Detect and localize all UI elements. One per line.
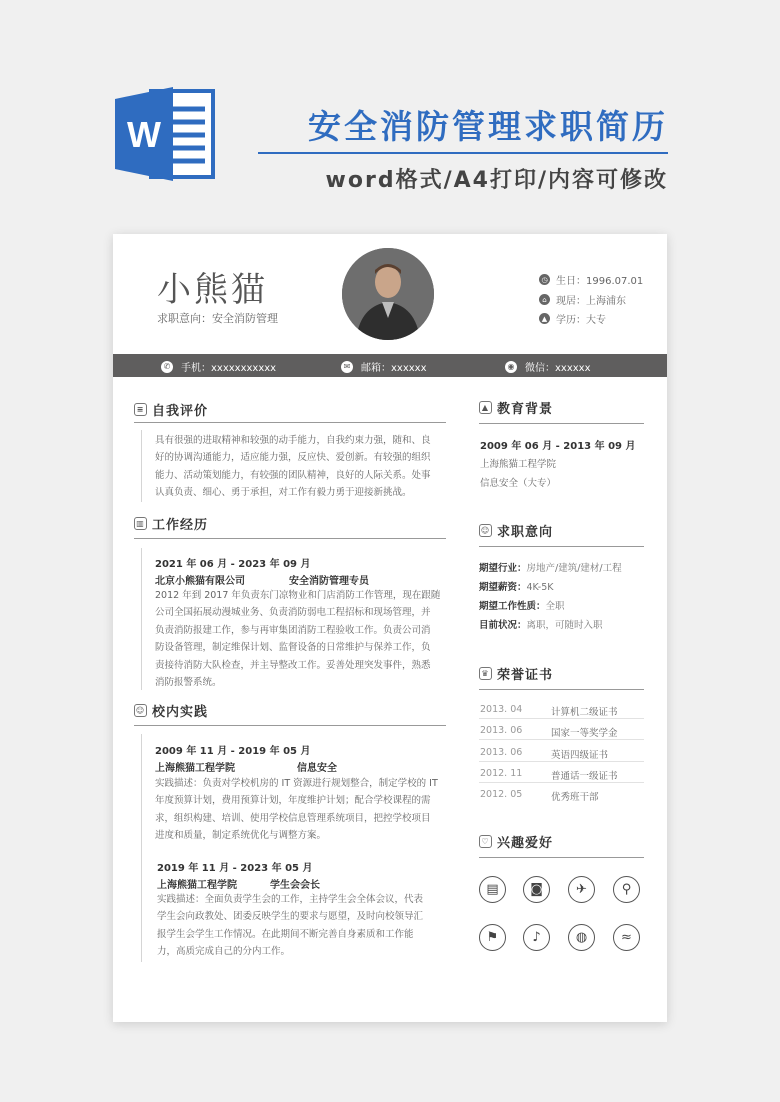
chart-icon: ▥	[134, 517, 147, 530]
email-text: 邮箱：xxxxxx	[361, 363, 427, 374]
birth-info	[539, 272, 643, 287]
work-position: 安全消防管理专员	[289, 576, 369, 587]
honor-date-5: 2012. 05	[480, 789, 523, 800]
education-text: 学历：大专	[556, 315, 606, 326]
job-intent-status: 目前状况：离职，可随时入职	[479, 620, 603, 631]
banner-divider	[258, 152, 668, 154]
education-school: 上海熊猫工程学院	[480, 459, 557, 470]
work-timeline	[141, 548, 142, 690]
cycling-icon: ⚲	[613, 876, 640, 903]
campus-title: 校内实践	[152, 705, 209, 720]
self-eval-text: 具有很强的进取精神和较强的动手能力，自我约束力强，随和、良 好的协调沟通能力，适应能力强，反应快、爱创新。有较强的组织 能力、活动策划能力，有较强的团队精神，良好的人际关系。处事 认真负责、细心、勇于承担，对工作有毅力勇于迎接新挑战。	[155, 435, 431, 499]
honor-divider	[479, 761, 644, 762]
residence-info	[539, 292, 626, 307]
phone-text: 手机：xxxxxxxxxxx	[181, 363, 277, 374]
hobbies-title: 兴趣爱好	[497, 836, 554, 851]
camera-icon: ◙	[523, 876, 550, 903]
self-eval-rule	[134, 422, 446, 423]
candidate-name: 小熊猫	[157, 270, 268, 310]
job-intent-industry: 期望行业：房地产/建筑/建材/工程	[479, 563, 622, 574]
hobbies-rule	[479, 857, 644, 858]
residence-text: 现居：上海浦东	[556, 296, 626, 307]
education-period: 2009 年 06 月 - 2013 年 09 月	[480, 441, 636, 452]
airplane-icon: ✈	[568, 876, 595, 903]
phone-contact	[161, 359, 276, 374]
person-icon: ☺	[480, 526, 491, 535]
honor-name-4: 普通话一级证书	[551, 771, 618, 782]
job-intent-heading	[479, 521, 553, 540]
campus-2-period: 2019 年 11 月 - 2023 年 05 月	[157, 863, 313, 874]
honors-heading	[479, 664, 553, 683]
email-icon: ✉	[341, 361, 353, 373]
campus-heading	[134, 701, 208, 720]
honor-name-5: 优秀班干部	[551, 792, 599, 803]
education-heading	[479, 398, 553, 417]
job-intent-salary: 期望薪资：4K-5K	[479, 582, 554, 593]
resume-page	[113, 234, 667, 1022]
basketball-icon: ◍	[568, 924, 595, 951]
campus-2-org: 上海熊猫工程学院	[157, 880, 237, 891]
graduation-icon: ▲	[479, 401, 492, 414]
job-intent-title: 求职意向	[497, 525, 554, 540]
hobbies-heading	[479, 832, 553, 851]
campus-1-role: 信息安全	[297, 763, 337, 774]
running-icon: ⚑	[479, 924, 506, 951]
person-avatar-icon	[342, 248, 434, 340]
education-title: 教育背景	[497, 402, 554, 417]
job-intent-rule	[479, 546, 644, 547]
work-rule	[134, 538, 446, 539]
campus-2-description: 实践描述：全面负责学生会的工作，主持学生会全体会议，代表 学生会向政教处、团委反映学生的要求与愿望，及时向校领导汇 报学生会学生工作情况。在此期间不断完善自身素质和工作能 力，高质完成自己的分内工作。	[157, 894, 424, 958]
header-job-intent: 求职意向：安全消防管理	[157, 312, 278, 325]
campus-rule	[134, 725, 446, 726]
banner-title: 安全消防管理求职简历	[308, 107, 668, 146]
campus-timeline	[141, 734, 142, 962]
wechat-contact	[505, 359, 591, 374]
banner-subtitle: word格式/A4打印/内容可修改	[325, 168, 668, 193]
work-heading	[134, 514, 208, 533]
wechat-icon: ◉	[505, 361, 517, 373]
honor-name-2: 国家一等奖学金	[551, 728, 618, 739]
honors-title: 荣誉证书	[497, 668, 554, 683]
reading-icon: ▤	[479, 876, 506, 903]
honor-divider	[479, 782, 644, 783]
location-icon: ⌂	[539, 294, 550, 305]
job-intent-type: 期望工作性质：全职	[479, 601, 565, 612]
word-logo-icon	[113, 85, 221, 183]
honor-divider	[479, 718, 644, 719]
campus-1-description: 实践描述：负责对学校机房的 IT 资源进行规划整合，制定学校的 IT 年度预算计划，费用预算计划，年度维护计划；配合学校课程的需 求，组织构建、培训、使用学校信息管理系统项目，把控学校项目 进度和质量，制定系统优化与调整方案。	[155, 778, 438, 842]
honor-name-3: 英语四级证书	[551, 750, 609, 761]
self-eval-timeline	[141, 430, 142, 502]
campus-1-period: 2009 年 11 月 - 2019 年 05 月	[155, 746, 311, 757]
work-company: 北京小熊猫有限公司	[155, 576, 245, 587]
self-eval-heading	[134, 400, 208, 419]
trophy-icon: ♛	[479, 667, 492, 680]
honor-date-3: 2013. 06	[480, 747, 523, 758]
contact-bar	[113, 354, 667, 377]
graduation-cap-icon: ▲	[539, 313, 550, 324]
honor-date-4: 2012. 11	[480, 768, 523, 779]
education-major: 信息安全（大专）	[480, 478, 557, 489]
honors-rule	[479, 689, 644, 690]
birth-text: 生日：1996.07.01	[556, 276, 644, 287]
swimming-icon: ≈	[613, 924, 640, 951]
self-eval-title: 自我评价	[152, 404, 209, 419]
people-icon: ☺	[135, 706, 146, 715]
phone-icon: ✆	[161, 361, 173, 373]
campus-1-org: 上海熊猫工程学院	[155, 763, 235, 774]
email-contact	[341, 359, 427, 374]
campus-2-role: 学生会会长	[270, 880, 320, 891]
education-rule	[479, 423, 644, 424]
work-title: 工作经历	[152, 518, 209, 533]
document-icon: ≡	[134, 403, 147, 416]
education-info	[539, 311, 606, 326]
wechat-text: 微信：xxxxxx	[525, 363, 591, 374]
honor-date-2: 2013. 06	[480, 725, 523, 736]
svg-text:W: W	[127, 114, 161, 155]
honor-name-1: 计算机二级证书	[551, 707, 618, 718]
work-period: 2021 年 06 月 - 2023 年 09 月	[155, 559, 311, 570]
honor-divider	[479, 739, 644, 740]
honor-date-1: 2013. 04	[480, 704, 523, 715]
work-description: 2012 年到 2017 年负责东门凉物业和门店消防工作管理，现在跟随 公司全国拓展动漫城业务、负责消防弱电工程招标和现场管理，并 负责消防报建工作，参与再审集团消防工程验收工作。负责公司消 防设备管理，制定维保计划、监督设备的日常维护与保养工作，负 责接待消防大队检查，并主导整改工作。妥善处理突发事件，熟悉 消防报警系统。	[155, 590, 441, 689]
singing-icon: ♪	[523, 924, 550, 951]
profile-photo	[342, 248, 434, 340]
heart-icon: ♡	[479, 835, 492, 848]
birthday-icon: ◷	[539, 274, 550, 285]
